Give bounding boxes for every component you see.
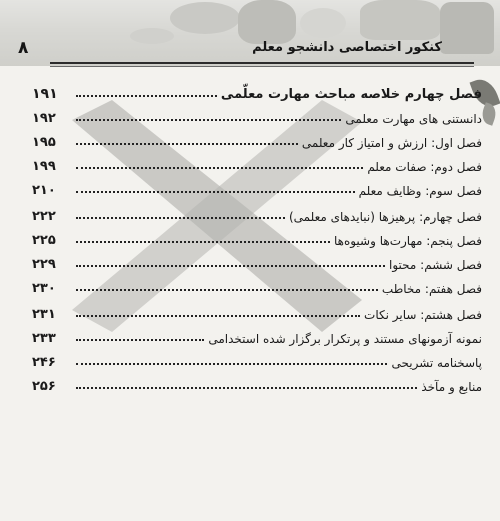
dot-leader <box>76 362 387 365</box>
toc-page-number: ۲۳۰ <box>32 281 56 296</box>
dot-leader <box>76 190 355 193</box>
toc-entry[interactable] <box>32 226 482 248</box>
toc-entry-label: فصل چهارم: پرهیزها (نبایدهای معلمی) <box>288 210 482 224</box>
dot-leader <box>76 264 385 267</box>
toc-page-number: ۲۱۰ <box>32 183 56 198</box>
toc-page-number: ۲۵۶ <box>32 379 56 394</box>
toc-page-number: ۲۳۳ <box>32 331 56 346</box>
toc-entry-label: فصل سوم: وظایف معلم <box>358 184 482 198</box>
dot-leader <box>76 118 341 121</box>
dot-leader <box>76 386 417 389</box>
toc-entry[interactable] <box>32 274 482 296</box>
toc-entry-label: فصل هفتم: مخاطب <box>381 282 482 296</box>
toc-page-number: ۱۹۹ <box>32 159 56 174</box>
toc-entry[interactable] <box>32 152 482 174</box>
toc-entry[interactable] <box>32 324 482 346</box>
toc-page-number: ۱۹۱ <box>32 86 58 102</box>
toc-entry-label: نمونه آزمونهای مستند و پرتکرار برگزار شده استخدامی <box>208 332 482 346</box>
toc-page-number: ۱۹۵ <box>32 135 56 150</box>
dot-leader <box>76 314 360 317</box>
dot-leader <box>76 142 298 145</box>
toc-entry-label: فصل دوم: صفات معلم <box>367 160 482 174</box>
toc-main-entry[interactable] <box>32 80 482 102</box>
dot-leader <box>76 166 363 169</box>
toc-entry[interactable] <box>32 202 482 224</box>
book-title: کنکور اختصاصی دانشجو معلم <box>252 40 442 55</box>
toc-entry[interactable] <box>32 250 482 272</box>
toc-page-number: ۲۲۲ <box>32 209 56 224</box>
toc-entry-label: دانستنی های مهارت معلمی <box>345 112 482 126</box>
toc-entry-label: منابع و مآخذ <box>421 380 482 394</box>
toc-entry-label: فصل چهارم خلاصه مباحث مهارت معلّمی <box>220 87 482 102</box>
toc-entry[interactable] <box>32 372 482 394</box>
toc-page-number: ۲۴۶ <box>32 355 56 370</box>
dot-leader <box>76 240 330 243</box>
toc-page-number: ۲۲۹ <box>32 257 56 272</box>
toc-entry-label: فصل هشتم: سایر نکات <box>364 308 482 322</box>
toc-entry-label: پاسخنامه تشریحی <box>391 356 482 370</box>
toc-entry[interactable] <box>32 348 482 370</box>
dot-leader <box>76 288 378 291</box>
dot-leader <box>76 216 285 219</box>
toc-entry[interactable] <box>32 128 482 150</box>
toc-entry[interactable] <box>32 176 482 198</box>
page-number: ۸ <box>18 38 29 58</box>
toc-page-number: ۲۲۵ <box>32 233 56 248</box>
dot-leader <box>76 338 204 341</box>
toc-page-number: ۲۳۱ <box>32 307 56 322</box>
toc-entry[interactable] <box>32 300 482 322</box>
toc-entry-label: فصل اول: ارزش و امتیاز کار معلمی <box>301 136 482 150</box>
toc-entry-label: فصل پنجم: مهارت‌ها وشیوه‌ها <box>333 234 482 248</box>
toc-entry[interactable] <box>32 104 482 126</box>
toc-entry-label: فصل ششم: محتوا <box>389 258 482 272</box>
toc-page-number: ۱۹۲ <box>32 111 56 126</box>
dot-leader <box>76 94 217 97</box>
